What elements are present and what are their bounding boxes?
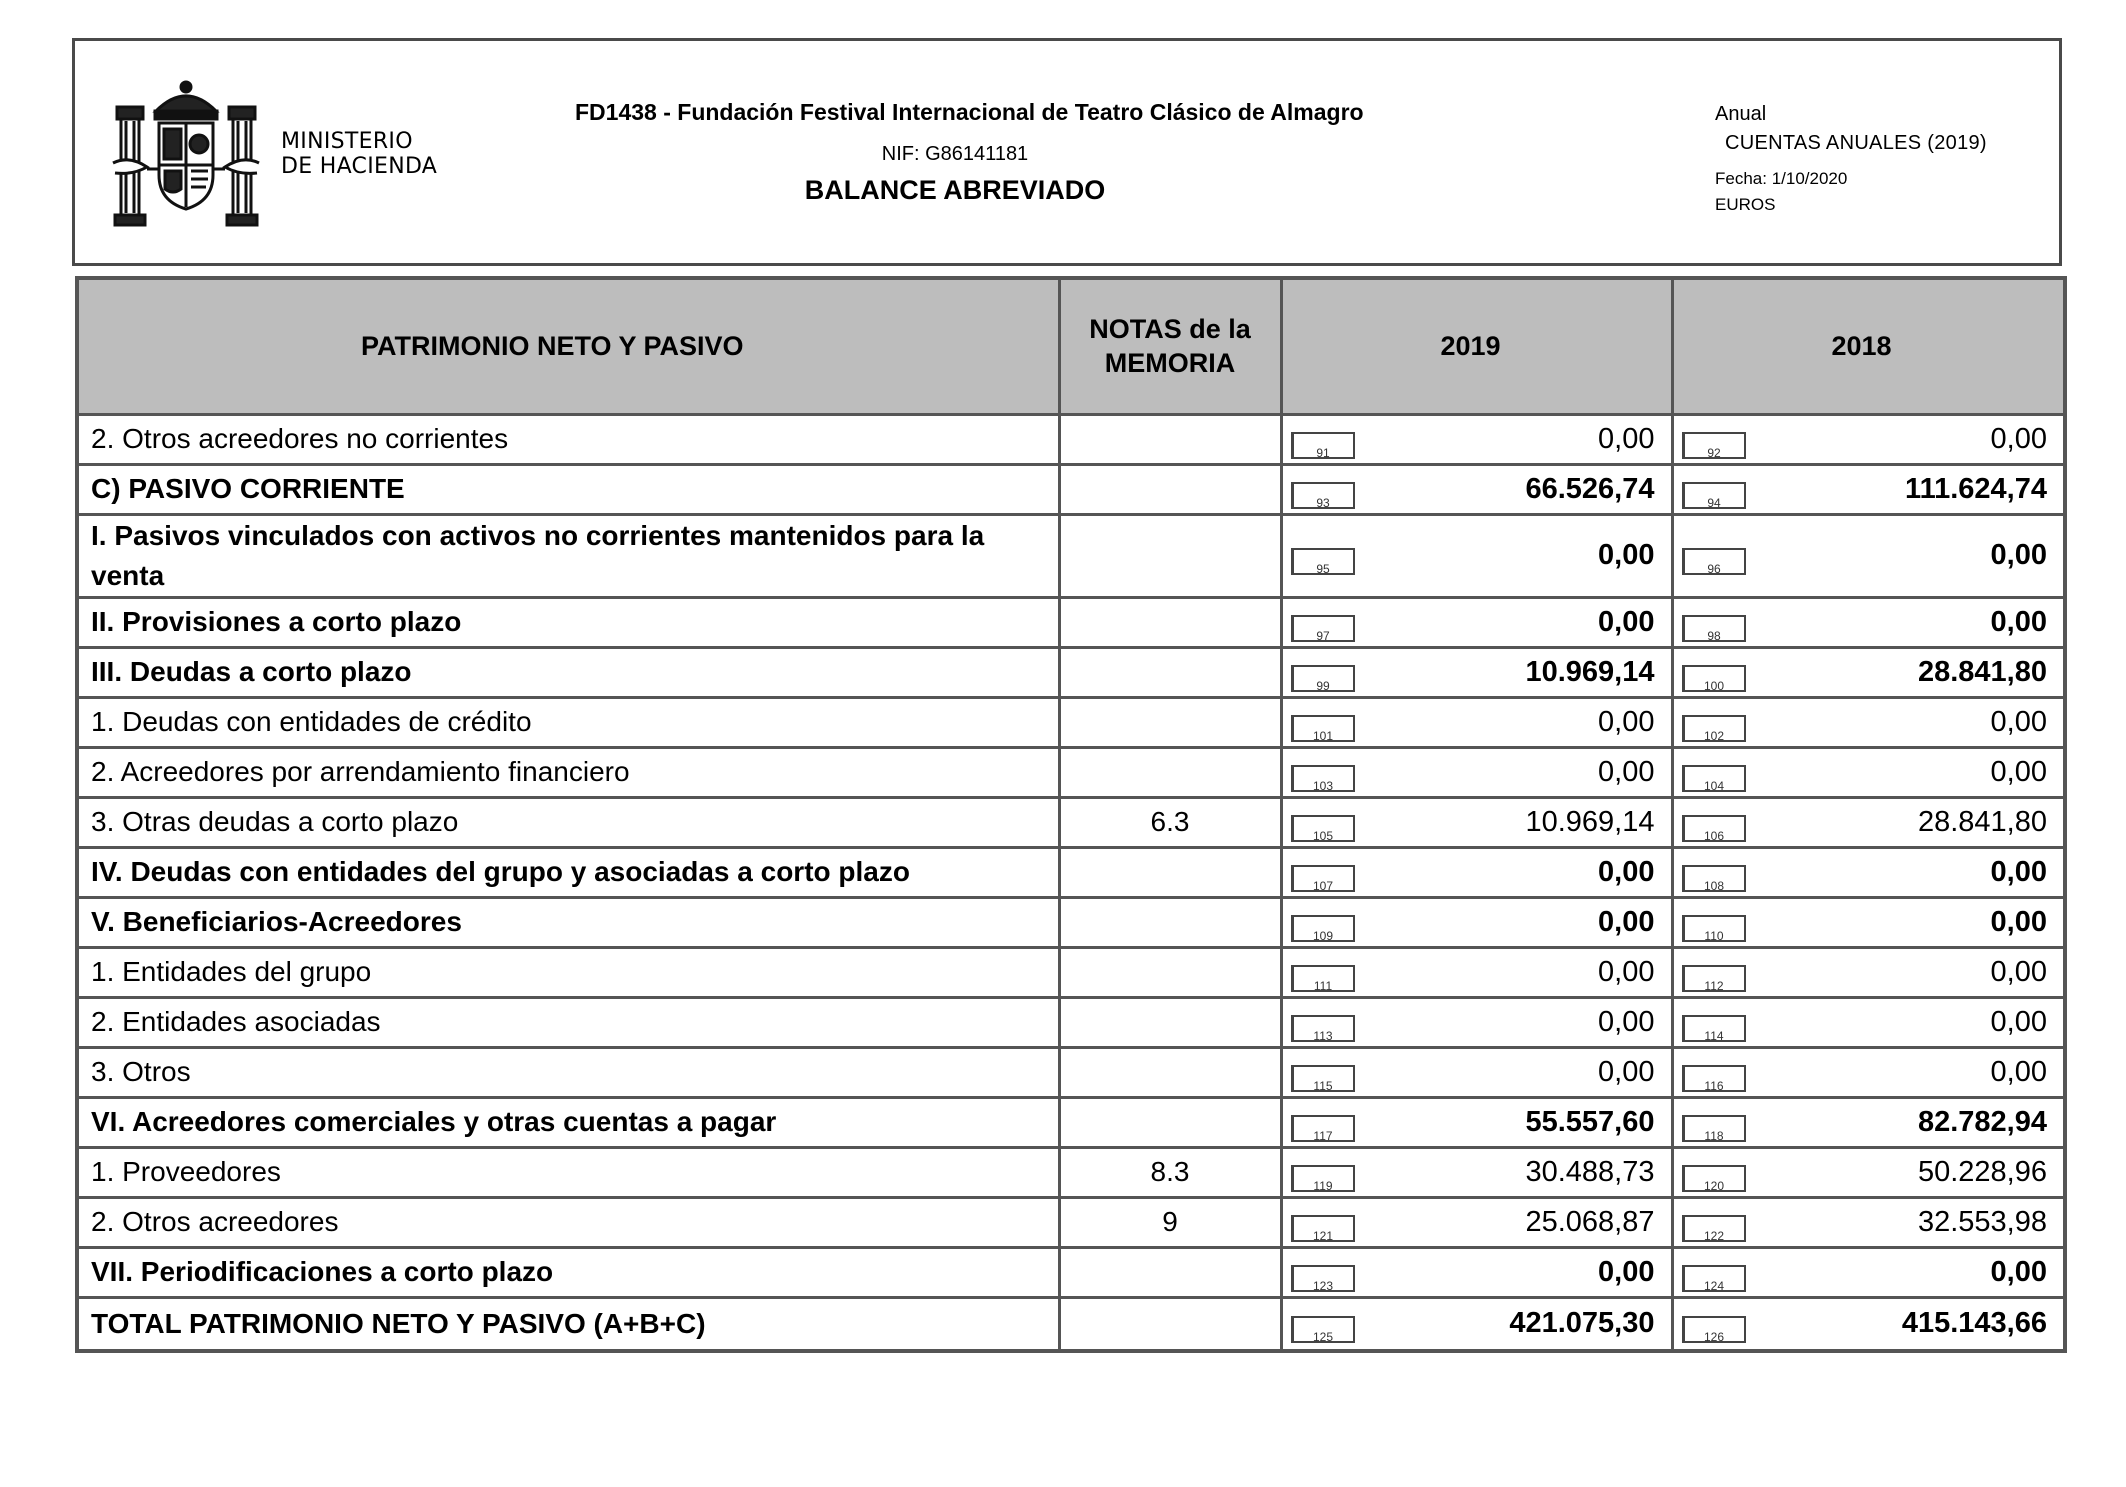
field-code-box: 122: [1682, 1215, 1746, 1242]
amount-2018: 0,00: [1990, 605, 2047, 638]
row-label: 3. Otros: [77, 1047, 1059, 1097]
field-code-box: 108: [1682, 865, 1746, 892]
document-title: BALANCE ABREVIADO: [804, 175, 1106, 205]
row-notes: [1059, 464, 1281, 514]
document-header: [72, 38, 2062, 266]
value-cell-2019: [1281, 414, 1672, 464]
value-cell-2018: [1672, 1197, 2065, 1247]
amount-2018: 0,00: [1990, 905, 2047, 938]
field-code-box: 95: [1291, 548, 1355, 575]
row-notes: [1059, 597, 1281, 647]
value-cell-2018: [1672, 1297, 2065, 1351]
table-header-row: [77, 278, 2065, 414]
row-label: 1. Entidades del grupo: [77, 947, 1059, 997]
row-label: V. Beneficiarios-Acreedores: [77, 897, 1059, 947]
amount-2019: 25.068,87: [1525, 1205, 1655, 1238]
field-code-box: 115: [1291, 1065, 1355, 1092]
field-code-box: 119: [1291, 1165, 1355, 1192]
table-row: [77, 997, 2065, 1047]
value-cell-2018: [1672, 647, 2065, 697]
table-row: [77, 464, 2065, 514]
amount-2018: 0,00: [1990, 1055, 2047, 1088]
value-cell-2018: [1672, 847, 2065, 897]
field-code-box: 97: [1291, 615, 1355, 642]
field-code-box: 100: [1682, 665, 1746, 692]
table-row: [77, 1247, 2065, 1297]
row-label: III. Deudas a corto plazo: [77, 647, 1059, 697]
value-cell-2018: [1672, 1097, 2065, 1147]
value-cell-2019: [1281, 464, 1672, 514]
coat-of-arms-icon: [111, 77, 261, 233]
value-cell-2019: [1281, 1047, 1672, 1097]
amount-2019: 10.969,14: [1525, 805, 1655, 838]
field-code-box: 116: [1682, 1065, 1746, 1092]
amount-2018: 0,00: [1990, 1005, 2047, 1038]
amount-2018: 0,00: [1990, 422, 2047, 455]
table-row: [77, 1047, 2065, 1097]
row-label: 2. Entidades asociadas: [77, 997, 1059, 1047]
nif-number: NIF: G86141181: [881, 143, 1029, 165]
value-cell-2019: [1281, 997, 1672, 1047]
value-cell-2019: [1281, 1297, 1672, 1351]
field-code-box: 114: [1682, 1015, 1746, 1042]
table-row: [77, 514, 2065, 597]
row-notes: [1059, 847, 1281, 897]
value-cell-2018: [1672, 1047, 2065, 1097]
amount-2018: 28.841,80: [1917, 805, 2047, 838]
value-cell-2019: [1281, 747, 1672, 797]
value-cell-2018: [1672, 514, 2065, 597]
amount-2018: 0,00: [1990, 539, 2047, 571]
currency-label: EUROS: [1715, 195, 1776, 214]
row-notes: [1059, 897, 1281, 947]
value-cell-2019: [1281, 697, 1672, 747]
value-cell-2019: [1281, 1097, 1672, 1147]
amount-2019: 30.488,73: [1525, 1155, 1655, 1188]
field-code-box: 105: [1291, 815, 1355, 842]
row-label: TOTAL PATRIMONIO NETO Y PASIVO (A+B+C): [77, 1297, 1059, 1351]
amount-2019: 0,00: [1598, 605, 1655, 638]
value-cell-2019: [1281, 847, 1672, 897]
row-notes: [1059, 1297, 1281, 1351]
field-code-box: 109: [1291, 915, 1355, 942]
row-notes: 6.3: [1059, 797, 1281, 847]
table-row: [77, 797, 2065, 847]
value-cell-2018: [1672, 414, 2065, 464]
column-header-concept: PATRIMONIO NETO Y PASIVO: [77, 278, 1059, 414]
total-row: [77, 1297, 2065, 1351]
row-label: 2. Otros acreedores no corrientes: [77, 414, 1059, 464]
row-notes: [1059, 747, 1281, 797]
value-cell-2018: [1672, 697, 2065, 747]
ministry-name: [281, 129, 437, 179]
value-cell-2019: [1281, 897, 1672, 947]
row-notes: [1059, 1247, 1281, 1297]
field-code-box: 117: [1291, 1115, 1355, 1142]
value-cell-2018: [1672, 1147, 2065, 1197]
row-notes: [1059, 647, 1281, 697]
field-code-box: 125: [1291, 1316, 1355, 1343]
amount-2019: 10.969,14: [1525, 655, 1655, 688]
table-row: [77, 597, 2065, 647]
notes-header-line-1: NOTAS de la: [1089, 314, 1251, 345]
table-row: [77, 947, 2065, 997]
field-code-box: 93: [1291, 482, 1355, 509]
amount-2019: 0,00: [1598, 705, 1655, 738]
row-notes: [1059, 1097, 1281, 1147]
field-code-box: 120: [1682, 1165, 1746, 1192]
amount-2018: 0,00: [1990, 1255, 2047, 1288]
amount-2018: 0,00: [1990, 955, 2047, 988]
field-code-box: 96: [1682, 548, 1746, 575]
field-code-box: 112: [1682, 965, 1746, 992]
amount-2019: 0,00: [1598, 1255, 1655, 1288]
row-label: 2. Acreedores por arrendamiento financiero: [77, 747, 1059, 797]
field-code-box: 126: [1682, 1316, 1746, 1343]
document-metadata: [1715, 103, 1987, 215]
table-row: [77, 1197, 2065, 1247]
amount-2018: 32.553,98: [1917, 1205, 2047, 1238]
field-code-box: 106: [1682, 815, 1746, 842]
field-code-box: 98: [1682, 615, 1746, 642]
row-notes: 8.3: [1059, 1147, 1281, 1197]
amount-2019: 0,00: [1598, 1005, 1655, 1038]
value-cell-2018: [1672, 464, 2065, 514]
field-code-box: 91: [1291, 432, 1355, 459]
ministry-line-1: MINISTERIO: [281, 129, 413, 154]
table-row: [77, 847, 2065, 897]
row-notes: [1059, 514, 1281, 597]
field-code-box: 101: [1291, 715, 1355, 742]
value-cell-2019: [1281, 514, 1672, 597]
row-notes: [1059, 997, 1281, 1047]
row-label: 1. Deudas con entidades de crédito: [77, 697, 1059, 747]
amount-2018: 50.228,96: [1917, 1155, 2047, 1188]
field-code-box: 124: [1682, 1265, 1746, 1292]
column-header-notes: [1059, 278, 1281, 414]
ministry-line-2: DE HACIENDA: [281, 154, 438, 179]
amount-2018: 28.841,80: [1917, 655, 2047, 688]
row-label: VII. Periodificaciones a corto plazo: [77, 1247, 1059, 1297]
field-code-box: 110: [1682, 915, 1746, 942]
field-code-box: 107: [1291, 865, 1355, 892]
document-date: Fecha: 1/10/2020: [1715, 169, 1848, 188]
amount-2019: 55.557,60: [1525, 1105, 1655, 1138]
amount-2018: 82.782,94: [1917, 1105, 2047, 1138]
value-cell-2018: [1672, 947, 2065, 997]
table-row: [77, 1097, 2065, 1147]
amount-2019: 0,00: [1598, 1055, 1655, 1088]
row-label: C) PASIVO CORRIENTE: [77, 464, 1059, 514]
field-code-box: 94: [1682, 482, 1746, 509]
value-cell-2019: [1281, 597, 1672, 647]
row-notes: 9: [1059, 1197, 1281, 1247]
field-code-box: 118: [1682, 1115, 1746, 1142]
value-cell-2019: [1281, 1247, 1672, 1297]
field-code-box: 111: [1291, 965, 1355, 992]
row-label: VI. Acreedores comerciales y otras cuentas a pagar: [77, 1097, 1059, 1147]
amount-2019: 0,00: [1598, 539, 1655, 571]
table-row: [77, 747, 2065, 797]
row-notes: [1059, 1047, 1281, 1097]
row-label: 3. Otras deudas a corto plazo: [77, 797, 1059, 847]
field-code-box: 103: [1291, 765, 1355, 792]
organization-title: FD1438 - Fundación Festival Internacional de Teatro Clásico de Almagro: [575, 99, 1364, 125]
row-notes: [1059, 947, 1281, 997]
field-code-box: 113: [1291, 1015, 1355, 1042]
table-row: [77, 697, 2065, 747]
value-cell-2019: [1281, 797, 1672, 847]
row-label: 1. Proveedores: [77, 1147, 1059, 1197]
amount-2018: 0,00: [1990, 855, 2047, 888]
notes-header-line-2: MEMORIA: [1104, 348, 1236, 379]
row-label: I. Pasivos vinculados con activos no corrientes mantenidos para la venta: [77, 514, 1059, 597]
row-label: IV. Deudas con entidades del grupo y asociadas a corto plazo: [77, 847, 1059, 897]
table-row: [77, 897, 2065, 947]
amount-2019: 0,00: [1598, 955, 1655, 988]
field-code-box: 102: [1682, 715, 1746, 742]
value-cell-2018: [1672, 897, 2065, 947]
row-label: II. Provisiones a corto plazo: [77, 597, 1059, 647]
value-cell-2019: [1281, 1197, 1672, 1247]
field-code-box: 121: [1291, 1215, 1355, 1242]
row-notes: [1059, 697, 1281, 747]
amount-2018: 0,00: [1990, 755, 2047, 788]
field-code-box: 104: [1682, 765, 1746, 792]
accounts-label: CUENTAS ANUALES (2019): [1725, 132, 1987, 154]
amount-2019: 421.075,30: [1509, 1307, 1655, 1340]
row-notes: [1059, 414, 1281, 464]
field-code-box: 99: [1291, 665, 1355, 692]
amount-2018: 0,00: [1990, 705, 2047, 738]
table-row: [77, 647, 2065, 697]
column-header-2018: 2018: [1672, 278, 2065, 414]
amount-2018: 415.143,66: [1901, 1307, 2047, 1340]
value-cell-2019: [1281, 1147, 1672, 1197]
amount-2019: 0,00: [1598, 422, 1655, 455]
field-code-box: 92: [1682, 432, 1746, 459]
row-label: 2. Otros acreedores: [77, 1197, 1059, 1247]
column-header-2019: 2019: [1281, 278, 1672, 414]
balance-table: [75, 276, 2067, 1353]
value-cell-2019: [1281, 647, 1672, 697]
value-cell-2018: [1672, 997, 2065, 1047]
value-cell-2019: [1281, 947, 1672, 997]
period-type: Anual: [1715, 103, 1767, 125]
value-cell-2018: [1672, 747, 2065, 797]
value-cell-2018: [1672, 797, 2065, 847]
table-row: [77, 1147, 2065, 1197]
amount-2019: 66.526,74: [1525, 472, 1655, 505]
field-code-box: 123: [1291, 1265, 1355, 1292]
amount-2019: 0,00: [1598, 855, 1655, 888]
amount-2019: 0,00: [1598, 755, 1655, 788]
amount-2018: 111.624,74: [1905, 472, 2047, 505]
table-row: [77, 414, 2065, 464]
value-cell-2018: [1672, 1247, 2065, 1297]
value-cell-2018: [1672, 597, 2065, 647]
amount-2019: 0,00: [1598, 905, 1655, 938]
